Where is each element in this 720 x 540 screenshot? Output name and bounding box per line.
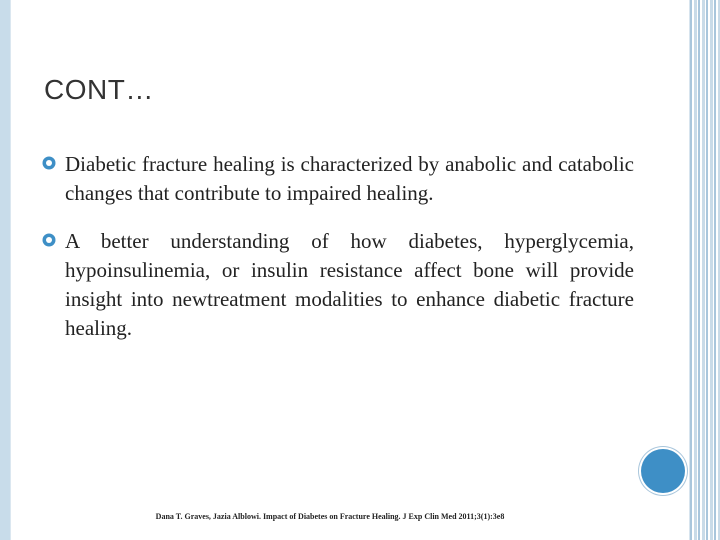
bullet-item xyxy=(42,150,634,208)
slide-title: CONT… xyxy=(44,74,154,105)
bullet-text: Diabetic fracture healing is characterized by anabolic and catabolic changes that contribute to impaired healing. xyxy=(65,152,634,205)
citation-text: Dana T. Graves, Jazia Alblowi. Impact of Diabetes on Fracture Healing. J Exp Clin Med 2011;3(1):3e8 xyxy=(155,512,505,521)
left-border-line xyxy=(10,0,11,540)
decorative-circle xyxy=(641,449,685,493)
bullet-list xyxy=(42,150,634,362)
bullet-text: A better understanding of how diabetes, hyperglycemia, hypoinsulinemia, or insulin resistance affect bone will provide insight into newtreatment modalities to enhance diabetic fracture healing. xyxy=(65,229,634,340)
left-border-decoration xyxy=(0,0,10,540)
right-stripe-decoration xyxy=(690,0,720,540)
circle-bullet-icon xyxy=(42,233,56,247)
circle-bullet-icon xyxy=(42,156,56,170)
bullet-item xyxy=(42,227,634,343)
